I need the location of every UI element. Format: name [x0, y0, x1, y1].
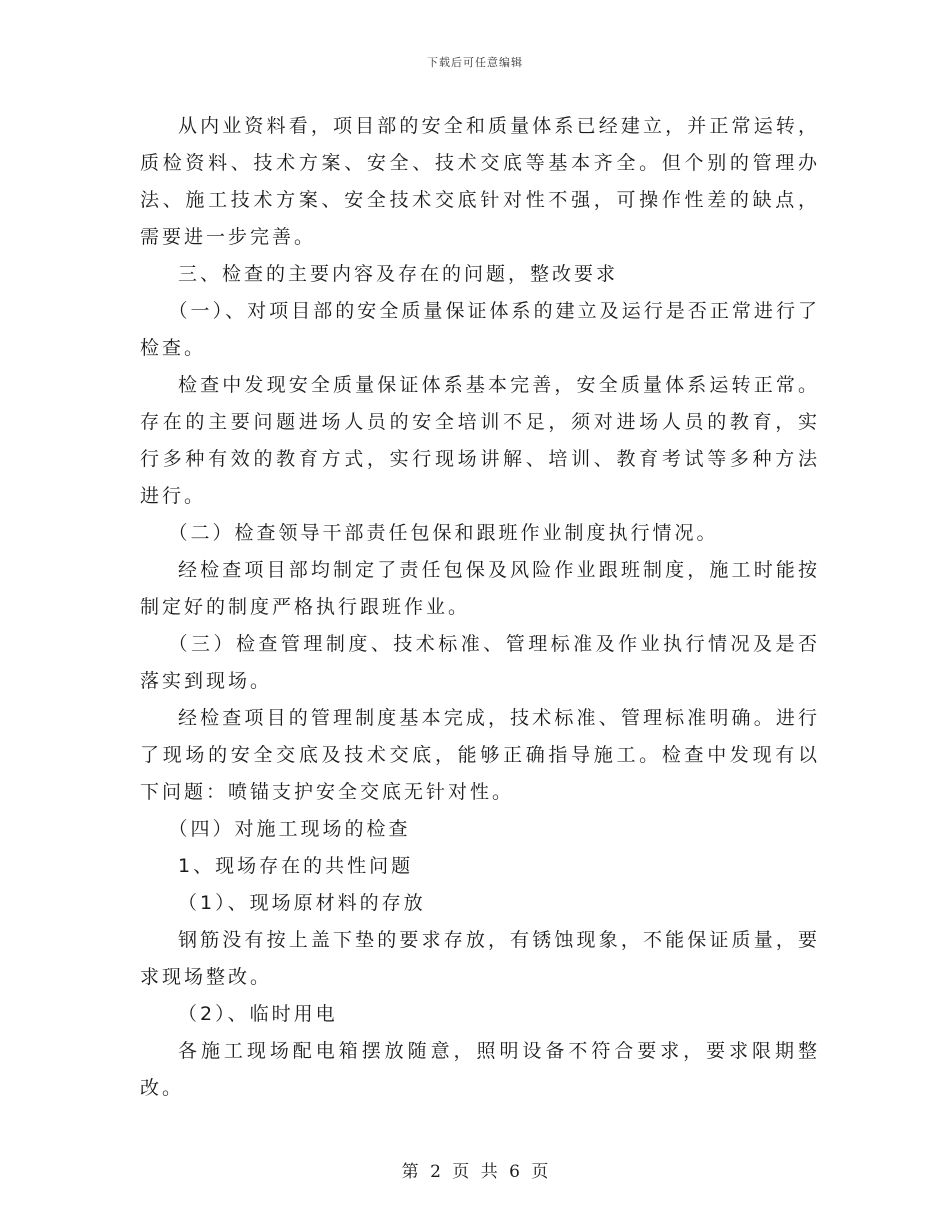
sub-item-heading-2: （2）、临时用电: [178, 1003, 338, 1025]
paragraph-rebar-storage: 钢筋没有按上盖下垫的要求存放，有锈蚀现象，不能保证质量，要求现场整改。: [140, 929, 820, 988]
sub-item-heading-1: （1）、现场原材料的存放: [178, 892, 426, 914]
document-body: [140, 108, 820, 1107]
subsection-heading-1: （一）、对项目部的安全质量保证体系的建立及运行是否正常进行了检查。: [140, 300, 820, 359]
subsection-heading-2: （二）检查领导干部责任包保和跟班作业制度执行情况。: [168, 522, 719, 544]
subsection-heading-4: （四）对施工现场的检查: [168, 818, 411, 840]
section-heading-3: 三、检查的主要内容及存在的问题，整改要求: [178, 263, 619, 285]
item-heading-1: 1、现场存在的共性问题: [178, 855, 414, 877]
paragraph-internal-data: 从内业资料看，项目部的安全和质量体系已经建立，并正常运转，质检资料、技术方案、安全、技术交底等基本齐全。但个别的管理办法、施工技术方案、安全技术交底针对性不强，可操作性差的缺点，需要进一步完善。: [140, 115, 820, 248]
paragraph-findings-1: 检查中发现安全质量保证体系基本完善，安全质量体系运转正常。存在的主要问题进场人员的安全培训不足，须对进场人员的教育，实行多种有效的教育方式，实行现场讲解、培训、教育考试等多种方法进行。: [140, 374, 820, 507]
paragraph-findings-2: 经检查项目部均制定了责任包保及风险作业跟班制度，施工时能按制定好的制度严格执行跟班作业。: [140, 559, 820, 618]
paragraph-findings-3: 经检查项目的管理制度基本完成，技术标准、管理标准明确。进行了现场的安全交底及技术交底，能够正确指导施工。检查中发现有以下问题：喷锚支护安全交底无针对性。: [140, 707, 820, 803]
page-header-note: 下载后可任意编辑: [427, 56, 523, 69]
paragraph-temporary-power: 各施工现场配电箱摆放随意，照明设备不符合要求，要求限期整改。: [140, 1040, 820, 1099]
page-number-footer: 第 2 页 共 6 页: [401, 1162, 549, 1182]
subsection-heading-3: （三）检查管理制度、技术标准、管理标准及作业执行情况及是否落实到现场。: [140, 633, 820, 692]
